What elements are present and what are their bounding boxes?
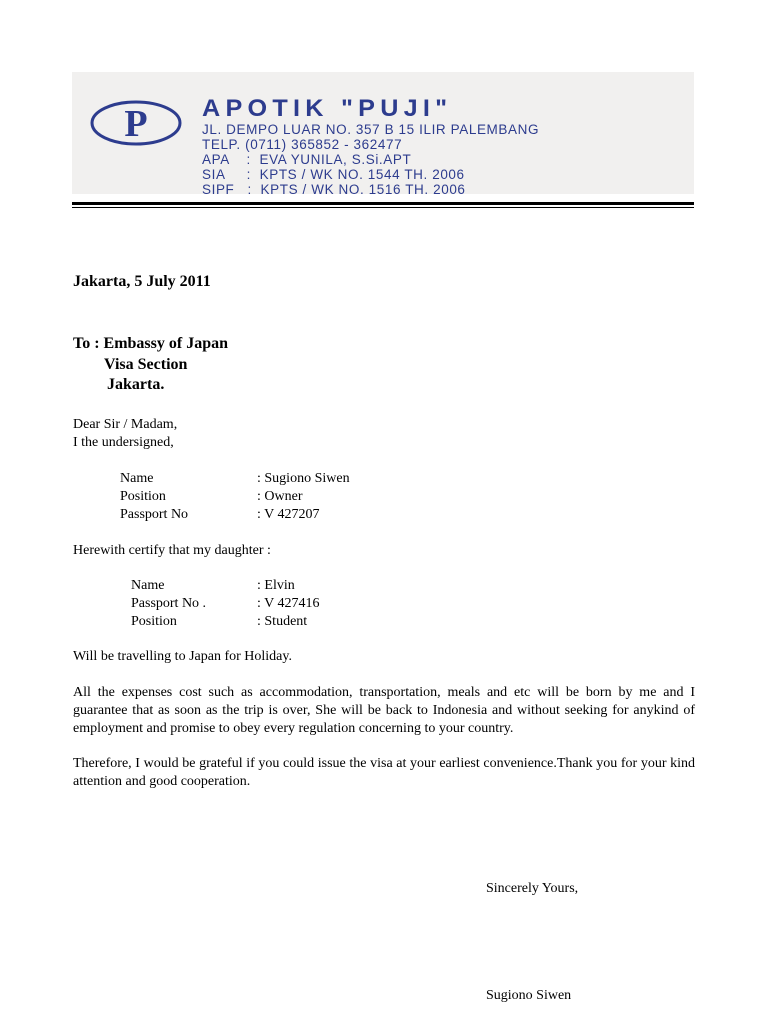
closing-salutation: Sincerely Yours,	[486, 881, 579, 896]
letterhead-sipf: SIPF : KPTS / WK NO. 1516 TH. 2006	[202, 182, 466, 197]
letter-date: Jakarta, 5 July 2011	[73, 273, 211, 290]
letterhead-address: JL. DEMPO LUAR NO. 357 B 15 ILIR PALEMBANG	[202, 122, 540, 137]
travel-line: Will be travelling to Japan for Holiday.	[73, 649, 292, 664]
letterhead-rule	[72, 202, 694, 205]
daughter-name-value: : Elvin	[257, 578, 295, 593]
pharmacy-logo-icon	[90, 100, 182, 146]
signer-position-value: : Owner	[257, 489, 303, 504]
signer-position-label: Position	[120, 489, 166, 504]
letterhead-phone: TELP. (0711) 365852 - 362477	[202, 137, 403, 152]
certify-line: Herewith certify that my daughter :	[73, 543, 271, 558]
daughter-position-label: Position	[131, 614, 177, 629]
closing-paragraph: Therefore, I would be grateful if you could issue the visa at your earliest convenience.Thank you for your kind attention and good cooperation.	[73, 756, 695, 789]
signer-passport-label: Passport No	[120, 507, 189, 522]
logo-letter: P	[124, 103, 148, 145]
recipient-line-1: To : Embassy of Japan	[73, 335, 229, 352]
signer-passport-value: : V 427207	[257, 507, 320, 522]
letterhead-apa: APA : EVA YUNILA, S.Si.APT	[202, 152, 412, 167]
salutation: Dear Sir / Madam,	[73, 417, 178, 432]
expenses-paragraph: All the expenses cost such as accommodation, transportation, meals and etc will be born by me and I guarantee that as soon as the trip is over, She will be back to Indonesia and without seeking for anykind of employment and promise to obey every regulation concerning to your country.	[73, 685, 695, 736]
daughter-passport-value: : V 427416	[257, 596, 320, 611]
letterhead-text	[202, 96, 539, 197]
letterhead-sia: SIA : KPTS / WK NO. 1544 TH. 2006	[202, 167, 465, 182]
intro-line: I the undersigned,	[73, 435, 174, 450]
pharmacy-name: APOTIK "PUJI"	[202, 95, 453, 122]
signer-name-label: Name	[120, 471, 154, 486]
daughter-position-value: : Student	[257, 614, 308, 629]
letterhead	[72, 72, 694, 197]
recipient-line-2: Visa Section	[104, 356, 188, 373]
signer-name-value: : Sugiono Siwen	[257, 471, 350, 486]
daughter-name-label: Name	[131, 578, 165, 593]
signature-name: Sugiono Siwen	[486, 988, 572, 1003]
letterhead-rule-thin	[72, 207, 694, 208]
recipient-line-3: Jakarta.	[107, 376, 165, 393]
daughter-passport-label: Passport No .	[131, 596, 207, 611]
